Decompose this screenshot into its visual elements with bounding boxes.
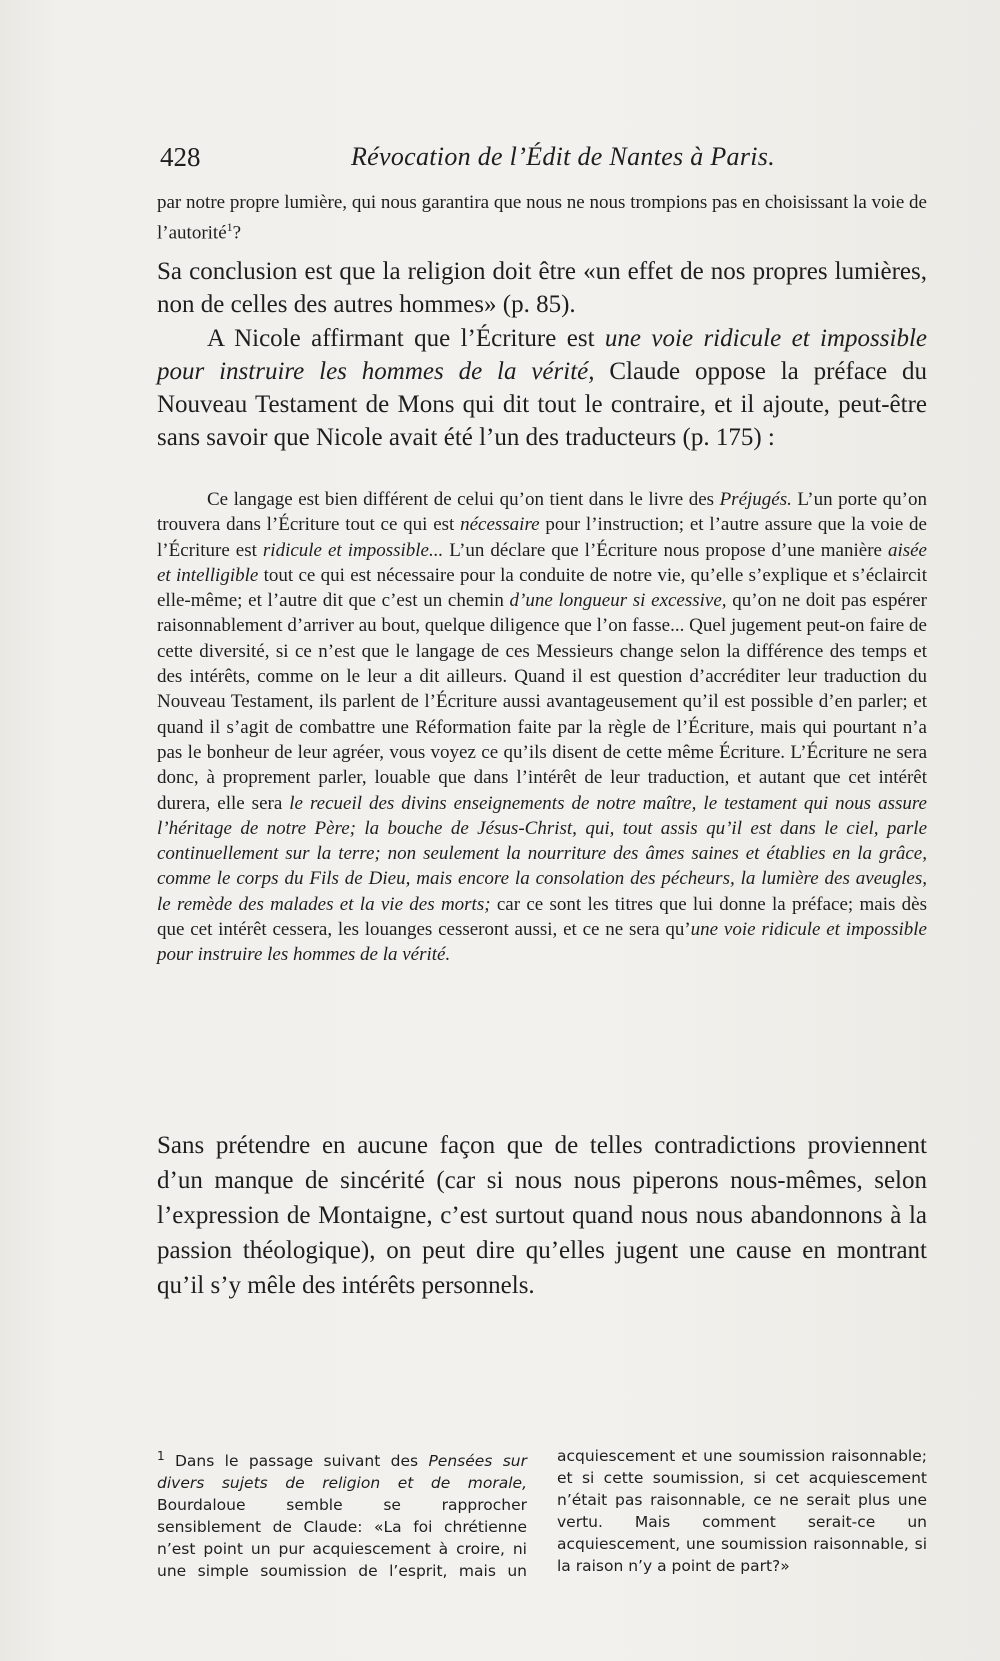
footnote-marker: 1 xyxy=(157,1449,165,1463)
footnote: $^1$ Dans le passage suivant des Pensées sur divers sujets de religion et de morale, Bourdaloue semble se rapprocher sensiblement de Claude: «La foi chrétienne n’est point un pur acquiescement à croire, ni une simple soumission de l’esprit, mais un acquiescement et une soumission raisonnable; et si cette soumission, si cet acquiescement n’était pas raisonnable, ce ne serait plus une vertu. Mais comment serait-ce un acquiescement, une soumission raisonnable, si la raison n’y a point de part?» xyxy=(157,1447,927,1581)
paragraph-conclusion: Sa conclusion est que la religion doit être «un effet de nos propres lumières, non de celles des autres hommes» (p. 85). xyxy=(157,258,927,318)
block-quote: Ce langage est bien différent de celui qu’on tient dans le livre des Préjugés. L’un porte qu’on trouvera dans l’Écriture tout ce qui est nécessaire pour l’instruction; et l’autre assure que la voie de l’Écriture est ridicule et impossible... L’un déclare que l’Écriture nous propose d’une manière aisée et intelligible tout ce qui est nécessaire pour la conduite de notre vie, qu’elle s’explique et s’éclaircit elle-même; et l’autre dit que c’est un chemin d’une longueur si excessive, qu’on ne doit pas espérer raisonnablement d’arriver au bout, quelque diligence que l’on fasse... Quel jugement peut-on faire de cette diversité, si ce n’est que le langage de ces Messieurs change selon la différence des temps et des intérêts, comme on le leur a dit ailleurs. Quand il est question d’accréditer leur traduction du Nouveau Testament, ils parlent de l’Écriture aussi avantageusement qu’il est possible d’en parler; et quand il s’agit de combattre une Réformation faite par la règle de l’Écriture, mais qui pourtant n’a pas le bonheur de leur agréer, vous voyez ce qu’ils disent de cette même Écriture. L’Écriture ne sera donc, à proprement parler, louable que dans l’intérêt de leur traduction, et autant que cet intérêt durera, elle sera le recueil des divins enseignements de notre maître, le testament qui nous assure l’héritage de notre Père; la bouche de Jésus-Christ, qui, tout assis qu’il est dans le ciel, parle continuellement sur la terre; non seulement la nourriture des âmes saines et établies en la grâce, comme le corps du Fils de Dieu, mais encore la consolation des pécheurs, la lumière des aveugles, le remède des malades et la vie des morts; car ce sont les titres que lui donne la préface; mais dès que cet intérêt cessera, les louanges cesseront aussi, et ce ne sera qu’une voie ridicule et impossible pour instruire les hommes de la vérité. xyxy=(157,489,928,966)
running-title: Révocation de l’Édit de Nantes à Paris. xyxy=(350,142,775,171)
paragraph-sans-pretendre: Sans prétendre en aucune façon que de telles contradictions proviennent d’un manque de sincérité (car si nous nous piperons nous-mêmes, selon l’expression de Montaigne, c’est surtout quand nous nous abandonnons à la passion théologique), on peut dire qu’elles jugent une cause en montrant qu’il s’y mêle des intérêts personnels. xyxy=(157,1132,927,1299)
paragraph-continuation: par notre propre lumière, qui nous garantira que nous ne nous trompions pas en choisissant la voie de l’autorité$^1$? xyxy=(157,192,927,244)
footnote-reference: 1 xyxy=(226,220,233,234)
page-number: 428 xyxy=(160,142,201,172)
page-header xyxy=(160,142,926,182)
paragraph-nicole: A Nicole affirmant que l’Écriture est une voie ridicule et impossible pour instruire les hommes de la vérité, Claude oppose la préface du Nouveau Testament de Mons qui dit tout le contraire, et il ajoute, peut-être sans savoir que Nicole avait été l’un des traducteurs (p. 175) : xyxy=(157,325,928,451)
